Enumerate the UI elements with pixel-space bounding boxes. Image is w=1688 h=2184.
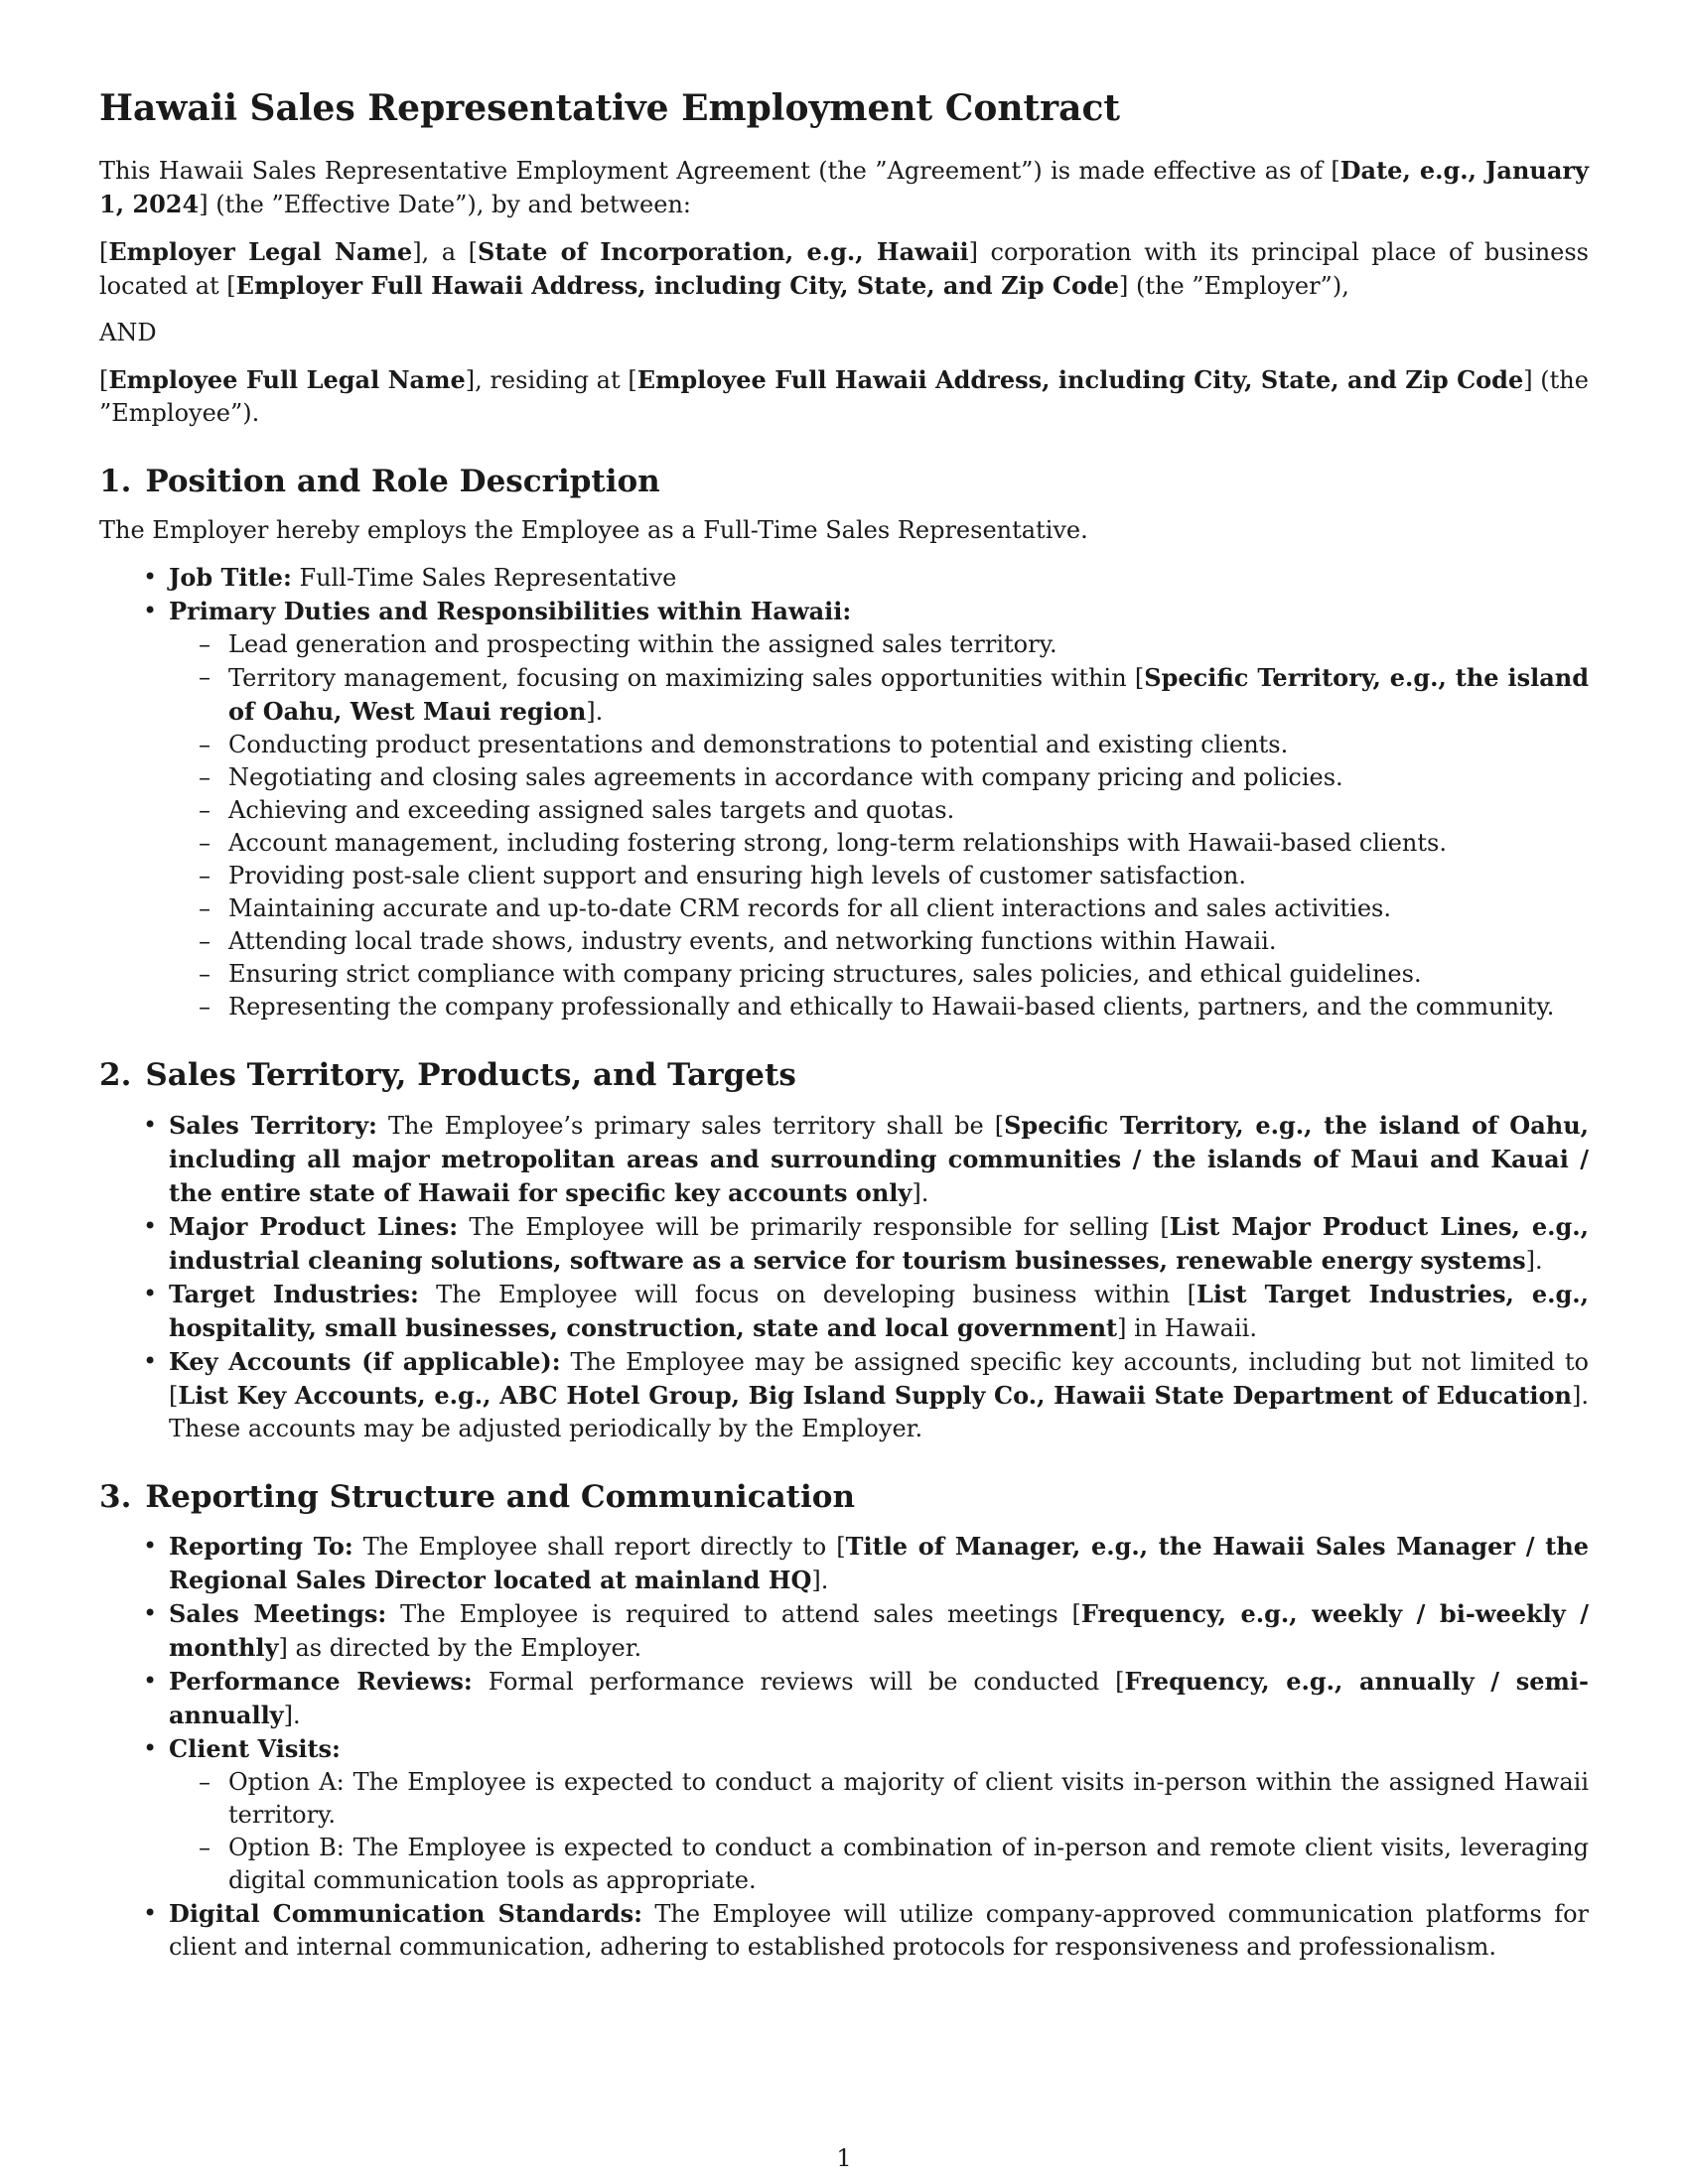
section-1-lead: The Employer hereby employs the Employee as a Full-Time Sales Representative. <box>99 516 1088 545</box>
employee-address-placeholder: Employee Full Hawaii Address, including City, State, and Zip Code <box>636 365 1524 395</box>
client-visits-sublist <box>169 1766 1589 1897</box>
section-3-list <box>99 1530 1589 1964</box>
employer-name-placeholder: Employer Legal Name <box>108 237 413 267</box>
list-item: – Option B: The Employee is expected to conduct a combination of in-person and remote client visits, leveraging digital communication tools as appropriate. <box>228 1832 1589 1897</box>
list-item: – Option A: The Employee is expected to conduct a majority of client visits in-person within the assigned Hawaii territory. <box>228 1766 1589 1832</box>
list-item: – Ensuring strict compliance with company pricing structures, sales policies, and ethical guidelines. <box>228 958 1589 991</box>
section-1-list <box>99 561 1589 1024</box>
employee-name-placeholder: Employee Full Legal Name <box>108 365 466 395</box>
list-item-reporting-to: • Reporting To: The Employee shall report directly to [Title of Manager, e.g., the Hawaii Sales Manager / the Regional Sales Director located at mainland HQ]. <box>169 1530 1589 1597</box>
and-separator: AND <box>99 319 157 347</box>
list-item: – Negotiating and closing sales agreements in accordance with company pricing and policies. <box>228 761 1589 794</box>
list-item-product-lines: • Major Product Lines: The Employee will be primarily responsible for selling [List Major Product Lines, e.g., industrial cleaning solutions, software as a service for tourism businesses, renewable energy systems]. <box>169 1210 1589 1278</box>
state-placeholder: State of Incorporation, e.g., Hawaii <box>478 237 969 267</box>
section-2-list <box>99 1109 1589 1445</box>
list-item: – Achieving and exceeding assigned sales targets and quotas. <box>228 794 1589 827</box>
section-3-heading: 3. Reporting Structure and Communication <box>99 1478 855 1515</box>
duties-sublist <box>169 628 1589 1024</box>
list-item-duties: • Primary Duties and Responsibilities within Hawaii: – Lead generation and prospecting within the assigned sales territory. – Territory management, focusing on maximizing sales opportunities within [Specific Territory, e.g., the island of Oahu, West Maui region]. – Conducting product presentations and demonstrations to potential and existing clients. – Negotiating and closing sales agreements in accordance with company pricing and policies. – Achieving and exceeding assigned sales targets and quotas. – Account management, including fostering strong, long-term relationships with Hawaii-based clients. – Providing post-sale client support and ensuring high levels of customer satisfaction. – Maintaining accurate and up-to-date CRM records for all client interactions and sales activities. – Attending local trade shows, industry events, and networking functions within Hawaii. – Ensuring strict compliance with company pricing structures, sales policies, and ethical guidelines. – Representing the company professionally and ethically to Hawaii-based clients, partners, and the community. <box>169 595 1589 1024</box>
list-item: – Attending local trade shows, industry events, and networking functions within Hawaii. <box>228 925 1589 958</box>
list-item: – Account management, including fostering strong, long-term relationships with Hawaii-based clients. <box>228 827 1589 860</box>
list-item-job-title: • Job Title: Full-Time Sales Representative <box>169 561 1589 595</box>
document-title: Hawaii Sales Representative Employment Contract <box>99 87 1121 129</box>
employer-paragraph: [Employer Legal Name], a [State of Incorporation, e.g., Hawaii] corporation with its principal place of business located at [Employer Full Hawaii Address, including City, State, and Zip Code] (the ”Employer”), <box>99 237 1589 301</box>
employee-paragraph: [Employee Full Legal Name], residing at [Employee Full Hawaii Address, including City, State, and Zip Code] (the ”Employee”). <box>99 365 1589 428</box>
effective-date-placeholder: Date, e.g., January 1, 2024 <box>99 156 1590 219</box>
list-item-key-accounts: • Key Accounts (if applicable): The Employee may be assigned specific key accounts, including but not limited to [List Key Accounts, e.g., ABC Hotel Group, Big Island Supply Co., Hawaii State Department of Education]. These accounts may be adjusted periodically by the Employer. <box>169 1345 1589 1445</box>
list-item: – Lead generation and prospecting within the assigned sales territory. <box>228 628 1589 661</box>
list-item: – Conducting product presentations and demonstrations to potential and existing clients. <box>228 729 1589 761</box>
list-item-client-visits: • Client Visits: – Option A: The Employee is expected to conduct a majority of client visits in-person within the assigned Hawaii territory. – Option B: The Employee is expected to conduct a combination of in-person and remote client visits, leveraging digital communication tools as appropriate. <box>169 1732 1589 1897</box>
list-item-performance-reviews: • Performance Reviews: Formal performance reviews will be conducted [Frequency, e.g., annually / semi-annually]. <box>169 1665 1589 1732</box>
section-2-heading: 2. Sales Territory, Products, and Targets <box>99 1057 796 1094</box>
page-number: 1 <box>836 2144 852 2172</box>
list-item-sales-territory: • Sales Territory: The Employee’s primary sales territory shall be [Specific Territory, e.g., the island of Oahu, including all major metropolitan areas and surrounding communities / the islands of Maui and Kauai / the entire state of Hawaii for specific key accounts only]. <box>169 1109 1589 1210</box>
list-item: – Representing the company professionally and ethically to Hawaii-based clients, partners, and the community. <box>228 991 1589 1024</box>
list-item: – Maintaining accurate and up-to-date CRM records for all client interactions and sales activities. <box>228 892 1589 925</box>
intro-paragraph: This Hawaii Sales Representative Employment Agreement (the ”Agreement”) is made effective as of [Date, e.g., January 1, 2024] (the ”Effective Date”), by and between: <box>99 156 1590 219</box>
list-item-digital-communication: • Digital Communication Standards: The Employee will utilize company-approved communication platforms for client and internal communication, adhering to established protocols for responsiveness and professionalism. <box>169 1897 1589 1964</box>
list-item: – Providing post-sale client support and ensuring high levels of customer satisfaction. <box>228 860 1589 892</box>
list-item-target-industries: • Target Industries: The Employee will focus on developing business within [List Target Industries, e.g., hospitality, small businesses, construction, state and local government] in Hawaii. <box>169 1278 1589 1345</box>
list-item-sales-meetings: • Sales Meetings: The Employee is required to attend sales meetings [Frequency, e.g., weekly / bi-weekly / monthly] as directed by the Employer. <box>169 1597 1589 1665</box>
document-page <box>99 87 1589 1964</box>
section-1-heading: 1. Position and Role Description <box>99 464 660 500</box>
list-item: – Territory management, focusing on maximizing sales opportunities within [Specific Territory, e.g., the island of Oahu, West Maui region]. <box>228 661 1589 729</box>
employer-address-placeholder: Employer Full Hawaii Address, including City, State, and Zip Code <box>235 271 1119 301</box>
